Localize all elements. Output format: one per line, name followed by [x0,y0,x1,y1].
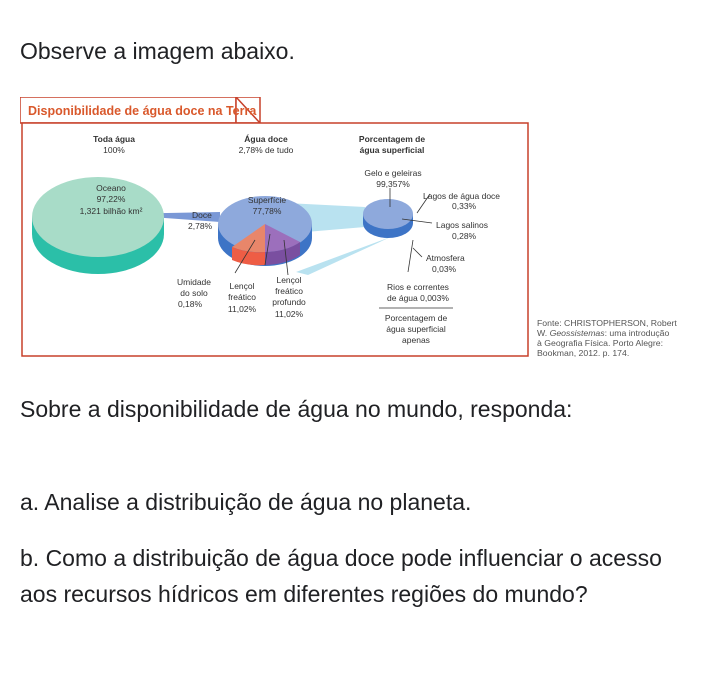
shallow-gw-line-2: freático [228,292,256,302]
lakes-salt-name: Lagos salinos [436,220,488,230]
deep-gw-line-2: freático [275,286,303,296]
surface-only-line-2: água superficial [386,324,446,334]
source-line-3: à Geografia Física. Porto Alegre: [537,338,664,348]
fresh-name: Doce [192,210,212,220]
shallow-gw-line-1: Lençol [229,281,255,291]
soil-line-2: do solo [180,288,208,298]
deep-gw-line-1: Lençol [276,275,302,285]
lakes-fresh-name: Lagos de água doce [423,191,501,201]
deep-gw-percent: 11,02% [274,309,304,319]
source-book-title: Geossistemas [549,328,605,338]
soil-percent: 0,18% [177,299,203,309]
figure-title: Disponibilidade de água doce na Terra [28,104,257,118]
lakes-fresh-percent: 0,33% [452,201,477,211]
surface-percent: 77,78% [252,206,282,216]
question-b: b. Como a distribuição de água doce pode influenciar o acesso aos recursos hídricos em diferentes regiões do mundo? [20,545,662,607]
header-surface-title: Porcentagem de [358,134,426,144]
deep-gw-line-3: profundo [272,297,306,307]
surface-name: Superfície [247,195,287,205]
atmosphere-name: Atmosfera [426,253,465,263]
surface-only-line-1: Porcentagem de [384,313,448,323]
source-line-1: Fonte: CHRISTOPHERSON, Robert [537,318,677,328]
ocean-percent: 97,22% [96,194,126,204]
header-total-title: Toda água [93,134,135,144]
lakes-salt-percent: 0,28% [452,231,477,241]
ocean-volume: 1,321 bilhão km² [79,206,143,216]
question-prompt: Sobre a disponibilidade de água no mundo, responda: [20,396,573,422]
freshwater-figure [20,97,686,387]
soil-line-1: Umidade [176,277,212,287]
ocean-name: Oceano [96,183,126,193]
fresh-percent: 2,78% [188,221,213,231]
source-line-2: W. Geossistemas: uma introdução [537,328,670,338]
atmosphere-percent: 0,03% [432,264,457,274]
intro-text: Observe a imagem abaixo. [20,38,295,64]
surface-only-line-3: apenas [402,335,430,345]
ice-percent: 99,357% [376,179,410,189]
header-fresh-title: Água doce [244,134,288,144]
rivers-line-2: de água 0,003% [387,293,449,303]
rivers-line-1: Rios e correntes [387,282,449,292]
source-line-4: Bookman, 2012. p. 174. [537,348,630,358]
surface-disc-top [363,199,413,229]
question-a: a. Analise a distribuição de água no planeta. [20,489,472,515]
header-surface-title-2: água superficial [359,145,425,155]
shallow-gw-percent: 11,02% [227,304,257,314]
header-total-value: 100% [103,145,125,155]
ice-name: Gelo e geleiras [364,168,422,178]
header-fresh-value: 2,78% de tudo [238,145,294,155]
